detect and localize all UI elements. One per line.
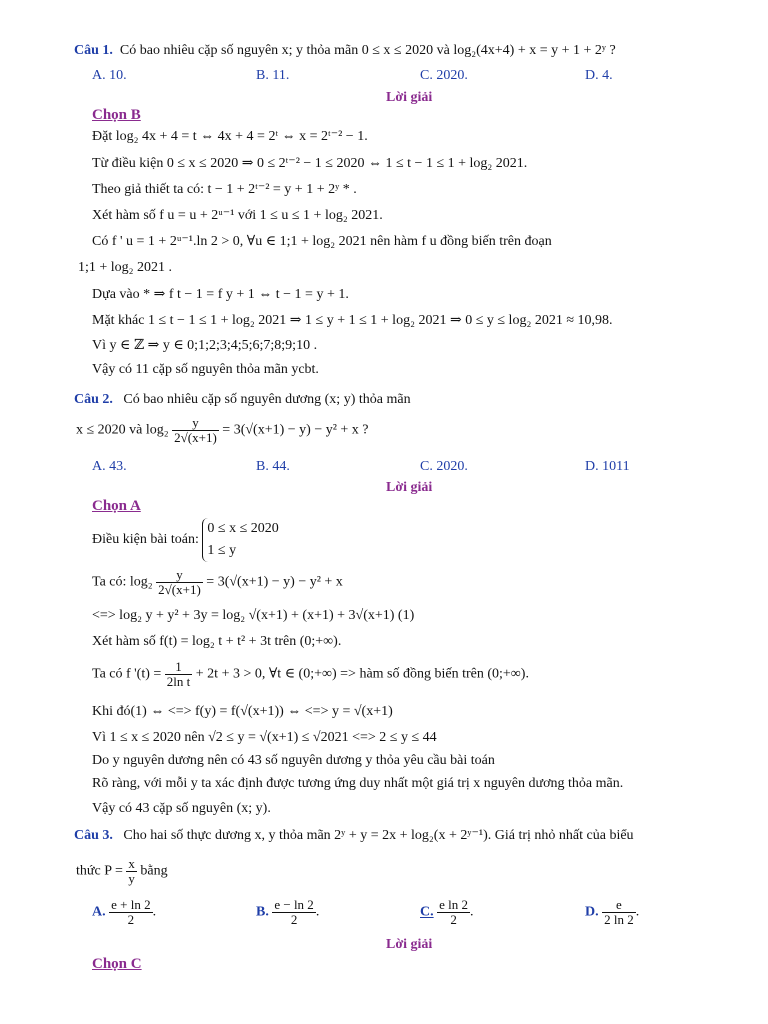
q2-deriv-den: 2ln t xyxy=(166,674,191,689)
q2-option-d: D. 1011 xyxy=(585,459,630,474)
q3-expr-fraction xyxy=(126,857,137,886)
q2-eq-right: = 3(√(x+1) − y) − y² + x ? xyxy=(222,422,369,438)
q1-option-c: C. 2020. xyxy=(420,68,468,83)
q2-conditions xyxy=(92,518,279,562)
q1-option-d: D. 4. xyxy=(585,68,613,83)
q1-step-4: Xét hàm số f u = u + 2ᵘ⁻¹ với 1 ≤ u ≤ 1 + log₂ 2021. xyxy=(92,208,383,223)
q2-answer-choice: Chọn A xyxy=(92,498,141,514)
q3-option-a-fraction xyxy=(109,898,152,927)
q1-solution-title: Lời giải xyxy=(386,90,433,105)
q3-expr-den: y xyxy=(128,871,135,886)
q1-step-3: Theo giả thiết ta có: t − 1 + 2ᵗ⁻² = y + 1 + 2ʸ * . xyxy=(92,182,357,197)
question-1-stem xyxy=(74,42,616,60)
q1-step-1: Đặt log₂ 4x + 4 = t ⇔ 4x + 4 = 2ᵗ ⇔ x = 2ᵗ⁻² − 1. xyxy=(92,129,368,144)
question-3-label: Câu 3. xyxy=(74,828,113,843)
q2-ro-rang: Rõ ràng, với mỗi y ta xác định được tương ứng duy nhất một giá trị x nguyên dương thỏa mãn. xyxy=(92,776,624,791)
q2-taco-right: = 3(√(x+1) − y) − y² + x xyxy=(206,574,343,590)
q2-function: Xét hàm số f(t) = log₂ t + t² + 3t trên (0;+∞). xyxy=(92,634,342,649)
q3-option-c-fraction xyxy=(437,898,470,927)
q2-eq-fraction-num: y xyxy=(172,416,219,431)
q3-option-d-num: e xyxy=(602,898,636,913)
q3-option-d-fraction xyxy=(602,898,636,927)
q2-eq-left: x ≤ 2020 và log₂ xyxy=(76,422,169,438)
q1-step-7: Dựa vào * ⇒ f t − 1 = f y + 1 ⇔ t − 1 = y + 1. xyxy=(92,287,349,302)
q2-solution-title: Lời giải xyxy=(386,480,433,495)
q2-taco-fraction xyxy=(156,568,203,597)
q3-option-a-letter: A. xyxy=(92,904,106,920)
q3-option-b-fraction xyxy=(272,898,315,927)
question-2-stem xyxy=(74,391,411,409)
q3-option-c: C. $\frac{\text{e ln 2}}{2}$ . xyxy=(420,897,474,927)
q2-deriv-left: Ta có f '(t) = xyxy=(92,666,162,682)
q3-option-d-den: 2 ln 2 xyxy=(604,912,634,927)
q3-option-c-num: e ln 2 xyxy=(439,897,469,912)
q3-option-a-num: e + ln 2 xyxy=(111,897,151,912)
q3-expr-left: thức P = xyxy=(76,863,123,879)
q2-eq-fraction xyxy=(172,416,219,445)
q2-conclusion: Vậy có 43 cặp số nguyên (x; y). xyxy=(92,801,271,816)
q2-cond-1: 0 ≤ x ≤ 2020 xyxy=(207,521,279,536)
q2-derivative xyxy=(92,660,529,689)
q1-option-b: B. 11. xyxy=(256,68,290,83)
question-1-label: Câu 1. xyxy=(74,43,113,58)
q3-expr-num: x xyxy=(128,856,135,871)
q2-deriv-right: + 2t + 3 > 0, ∀t ∈ (0;+∞) => hàm số đồng biến trên (0;+∞). xyxy=(195,666,529,682)
question-2-label: Câu 2. xyxy=(74,392,113,407)
q1-option-a: A. 10. xyxy=(92,68,127,83)
q3-option-a-den: 2 xyxy=(127,912,135,927)
q1-answer-choice: Chọn B xyxy=(92,107,141,123)
q1-step-8: Mặt khác 1 ≤ t − 1 ≤ 1 + log₂ 2021 ⇒ 1 ≤ y + 1 ≤ 1 + log₂ 2021 ⇒ 0 ≤ y ≤ log₂ 2021 ≈ 10,98. xyxy=(92,313,613,328)
q1-step-9: Vì y ∈ ℤ ⇒ y ∈ 0;1;2;3;4;5;6;7;8;9;10 . xyxy=(92,338,318,353)
q3-expr-right: bằng xyxy=(140,863,168,879)
q3-answer-choice: Chọn C xyxy=(92,956,142,972)
question-2-equation xyxy=(76,416,369,445)
q3-option-b-den: 2 xyxy=(290,912,298,927)
q2-deriv-num: 1 xyxy=(165,660,192,675)
q2-cond-2: 1 ≤ y xyxy=(207,543,237,558)
q3-option-b-num: e − ln 2 xyxy=(274,897,314,912)
q3-option-c-letter: C. xyxy=(420,904,434,920)
q2-taco xyxy=(92,568,343,597)
q2-option-a: A. 43. xyxy=(92,459,127,474)
q3-solution-title: Lời giải xyxy=(386,937,433,952)
q2-option-c: C. 2020. xyxy=(420,459,468,474)
q2-equivalence: <=> log₂ y + y² + 3y = log₂ √(x+1) + (x+1) + 3√(x+1) (1) xyxy=(92,608,415,623)
q2-taco-left: Ta có: log₂ xyxy=(92,574,153,590)
q2-vi: Vì 1 ≤ x ≤ 2020 nên √2 ≤ y = √(x+1) ≤ √2021 <=> 2 ≤ y ≤ 44 xyxy=(92,730,437,745)
q3-option-a: A. $\frac{e + \ln 2}{2}$ . xyxy=(92,897,157,927)
q2-cond-brace xyxy=(202,518,278,562)
q3-option-b-letter: B. xyxy=(256,904,269,920)
q2-do: Do y nguyên dương nên có 43 số nguyên dương y thỏa yêu cầu bài toán xyxy=(92,753,495,768)
q1-step-2: Từ điều kiện 0 ≤ x ≤ 2020 ⇒ 0 ≤ 2ᵗ⁻² − 1 ≤ 2020 ⇔ 1 ≤ t − 1 ≤ 1 + log₂ 2021. xyxy=(92,156,528,171)
q1-step-6: 1;1 + log₂ 2021 . xyxy=(78,260,173,275)
question-3-stem xyxy=(74,827,634,845)
q2-taco-num: y xyxy=(156,568,203,583)
q3-option-c-den: 2 xyxy=(450,912,457,927)
question-1-text: Có bao nhiêu cặp số nguyên x; y thỏa mãn 0 ≤ x ≤ 2020 và log₂(4x+4) + x = y + 1 + 2ʸ ? xyxy=(119,43,616,58)
q2-option-b: B. 44. xyxy=(256,459,290,474)
q1-step-5: Có f ' u = 1 + 2ᵘ⁻¹.ln 2 > 0, ∀u ∈ 1;1 + log₂ 2021 nên hàm f u đồng biến trên đoạn xyxy=(92,234,552,249)
q1-step-10: Vậy có 11 cặp số nguyên thỏa mãn ycbt. xyxy=(92,362,319,377)
q2-taco-den: 2√(x+1) xyxy=(158,582,201,597)
q3-option-d-letter: D. xyxy=(585,904,599,920)
q2-deriv-fraction xyxy=(165,660,192,689)
q3-option-b: B. $\frac{e - \ln 2}{2}$ . xyxy=(256,897,320,927)
question-3-expression xyxy=(76,857,168,886)
question-3-text: Cho hai số thực dương x, y thỏa mãn 2ʸ + y = 2x + log₂(x + 2ʸ⁻¹). Giá trị nhỏ nhất của biểu xyxy=(123,828,634,843)
q2-khido: Khi đó(1) ⇔ <=> f(y) = f(√(x+1)) ⇔ <=> y = √(x+1) xyxy=(92,704,393,719)
question-2-text: Có bao nhiêu cặp số nguyên dương (x; y) thỏa mãn xyxy=(123,392,411,407)
q2-eq-fraction-den: 2√(x+1) xyxy=(174,430,217,445)
q2-cond-label: Điều kiện bài toán: xyxy=(92,532,199,547)
q3-option-d: D. $\frac{e}{2 \ln 2}$ . xyxy=(585,897,640,927)
